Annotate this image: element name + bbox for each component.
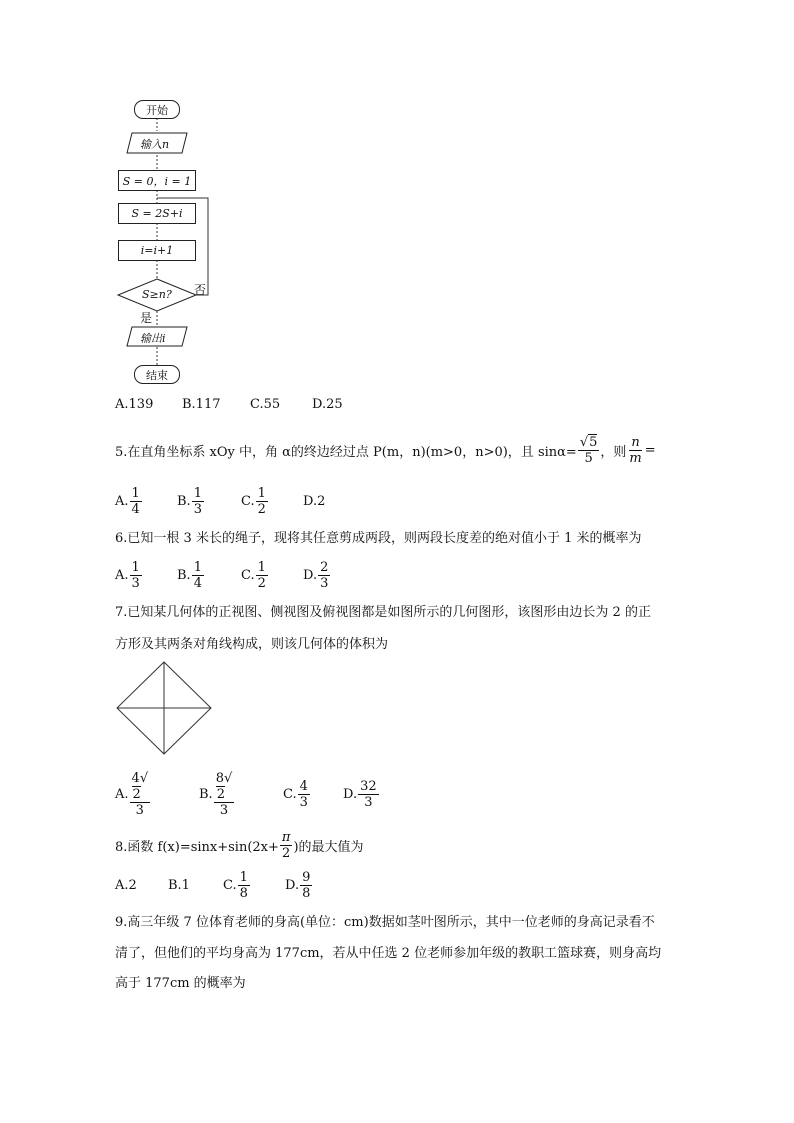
option-d: D.2: [303, 493, 326, 509]
option-a: A. $\frac{4√2}{3}$: [115, 770, 149, 818]
option-a: A. $\frac{1}{4}$: [115, 485, 140, 517]
flowchart-yes-label: 是: [140, 311, 153, 325]
question-8: [115, 826, 364, 864]
option-c: C. $\frac{1}{8}$: [223, 869, 248, 901]
q8-text-b: )的最大值为: [293, 839, 364, 855]
flowchart-condition: S≥n?: [142, 288, 172, 301]
q5-text: 5.在直角坐标系 xOy 中，角 α的终边经过点 P(m，n)(m>0，n>0)，且 sinα=: [115, 444, 577, 460]
q9-line3: 高于 177cm 的概率为: [115, 976, 246, 991]
flowchart-update-i: i=i+1: [118, 240, 196, 261]
flowchart-input-label: 输入n: [140, 138, 170, 151]
option-a: A.2: [115, 877, 137, 893]
option-b: B. $\frac{1}{3}$: [177, 485, 202, 517]
option-c: C. $\frac{1}{2}$: [241, 559, 266, 591]
option-d: D.25: [312, 397, 343, 412]
option-c: C.55: [250, 397, 281, 412]
option-a: A.139: [115, 397, 154, 412]
q5-then: ，则: [600, 444, 627, 460]
option-b: B. $\frac{8√2}{3}$: [199, 770, 233, 818]
option-b: B. $\frac{1}{4}$: [177, 559, 202, 591]
q7-line1: 7.已知某几何体的正视图、侧视图及俯视图都是如图所示的几何图形，该图形由边长为 2 的正: [115, 605, 651, 620]
option-b: B.117: [182, 397, 221, 412]
flowchart-update-s: S = 2S+i: [118, 203, 196, 224]
q8-pi-fraction: $\frac{\pi}{2}$: [281, 829, 291, 861]
option-d: D. $\frac{2}{3}$: [303, 559, 329, 591]
option-d: D. $\frac{9}{8}$: [285, 869, 311, 901]
option-d: D. $\frac{32}{3}$: [343, 778, 377, 810]
q7-diagram: [114, 660, 214, 760]
option-b: B.1: [168, 877, 190, 893]
q6-text: 6.已知一根 3 米长的绳子，现将其任意剪成两段，则两段长度差的绝对值小于 1 米的概率为: [115, 531, 642, 546]
option-c: C. $\frac{1}{2}$: [241, 485, 266, 517]
flowchart-output-label: 输出i: [140, 332, 166, 345]
option-a: A. $\frac{1}{3}$: [115, 559, 140, 591]
flowchart-no-label: 否: [194, 283, 207, 297]
option-c: C. $\frac{4}{3}$: [283, 778, 308, 810]
flowchart-init: S = 0，i = 1: [118, 170, 196, 191]
flowchart-output: [126, 326, 188, 347]
flowchart-input: [126, 132, 188, 154]
flowchart: [110, 95, 230, 395]
q7-line2: 方形及其两条对角线构成，则该几何体的体积为: [115, 637, 389, 652]
q9-line1: 9.高三年级 7 位体育老师的身高(单位：cm)数据如茎叶图所示，其中一位老师的身高记录看不: [115, 915, 655, 930]
q8-text-a: 8.函数 f(x)=sinx+sin(2x+: [115, 839, 279, 855]
question-5: [115, 428, 656, 472]
q5-eq: =: [644, 442, 656, 458]
flowchart-start: 开始: [134, 100, 180, 119]
q5-ratio-fraction: $\frac{n}{m}$: [629, 434, 642, 466]
q9-line2: 清了，但他们的平均身高为 177cm，若从中任选 2 位老师参加年级的教职工篮球赛，则身高均: [115, 946, 662, 961]
flowchart-end: 结束: [134, 365, 180, 384]
q5-sin-fraction: $\frac{√5}{5}$: [579, 435, 598, 466]
